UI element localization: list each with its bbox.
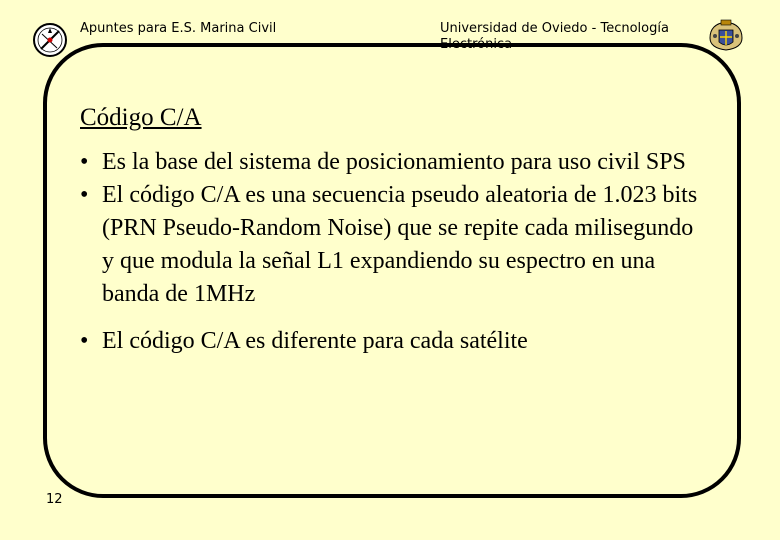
slide-title: Código C/A <box>80 104 202 131</box>
bullet-item: • El código C/A es diferente para cada satélite <box>80 325 700 358</box>
university-crest-icon <box>706 18 746 52</box>
compass-emblem-icon <box>32 22 68 58</box>
bullet-list <box>80 146 700 358</box>
bullet-item: • El código C/A es una secuencia pseudo aleatoria de 1.023 bits (PRN Pseudo-Random Noise) que se repite cada milisegundo y que modula la señal L1 expandiendo su espectro en una banda de 1MHz <box>80 179 700 311</box>
page-number: 12 <box>46 492 63 507</box>
header-course-title: Apuntes para E.S. Marina Civil <box>80 21 277 36</box>
bullet-item: • Es la base del sistema de posicionamiento para uso civil SPS <box>80 146 700 179</box>
header-university: Universidad de Oviedo - Tecnología Electrónica <box>440 21 669 52</box>
